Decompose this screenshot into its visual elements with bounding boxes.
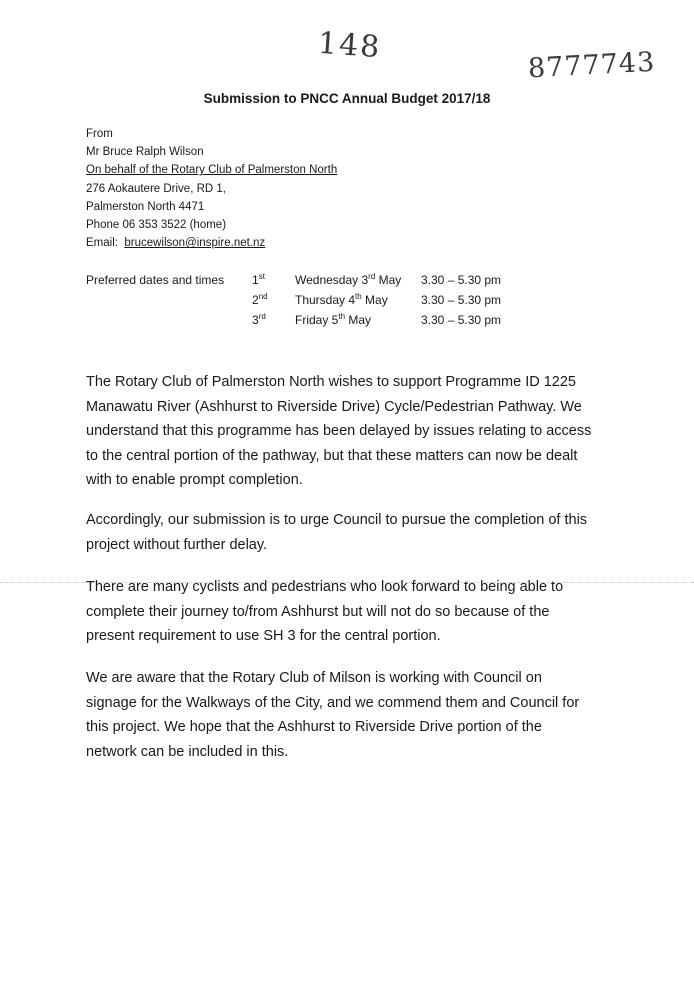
- paragraph-line: project without further delay.: [86, 536, 268, 553]
- document-title: Submission to PNCC Annual Budget 2017/18: [203, 91, 491, 106]
- paragraph-line: to the central portion of the pathway, but that these matters can now be dealt: [86, 447, 578, 464]
- paragraph-cyclists: [86, 575, 626, 649]
- paragraph-support: [86, 370, 626, 493]
- paragraph-signage: [86, 666, 626, 764]
- sender-behalf: On behalf of the Rotary Club of Palmerston North: [86, 164, 338, 177]
- paragraph-line: Manawatu River (Ashhurst to Riverside Drive) Cycle/Pedestrian Pathway. We: [86, 398, 582, 415]
- email-label: Email:: [86, 237, 118, 250]
- paragraph-line: understand that this programme has been delayed by issues relating to access: [86, 423, 592, 439]
- email-line: [86, 234, 337, 252]
- date-time: 3.30 – 5.30 pm: [421, 293, 502, 307]
- date-day: Wednesday 3rd May: [295, 272, 402, 287]
- paragraph-line: signage for the Walkways of the City, and we commend them and Council for: [86, 694, 580, 711]
- date-ordinal: 2nd: [252, 292, 268, 307]
- address-line-2: Palmerston North 4471: [86, 200, 205, 213]
- sender-name: Mr Bruce Ralph Wilson: [86, 146, 204, 159]
- address-line-1: 276 Aokautere Drive, RD 1,: [86, 182, 226, 195]
- sender-block: [86, 125, 337, 252]
- paragraph-request: [86, 508, 626, 557]
- paragraph-line: with to enable prompt completion.: [86, 472, 303, 488]
- paragraph-line: The Rotary Club of Palmerston North wishes to support Programme ID 1225: [86, 374, 576, 390]
- handwritten-page-number: 148: [316, 25, 383, 66]
- date-day: Friday 5th May: [295, 312, 372, 327]
- from-label: From: [86, 128, 113, 140]
- paragraph-line: We are aware that the Rotary Club of Milson is working with Council on: [86, 670, 542, 686]
- paragraph-line: present requirement to use SH 3 for the central portion.: [86, 628, 441, 644]
- phone: Phone 06 353 3522 (home): [86, 219, 227, 232]
- preferred-dates-label: Preferred dates and times: [86, 273, 225, 287]
- date-time: 3.30 – 5.30 pm: [421, 313, 502, 327]
- paragraph-line: complete their journey to/from Ashhurst but will not do so because of the: [86, 603, 550, 620]
- email-link[interactable]: brucewilson@inspire.net.nz: [124, 237, 266, 250]
- date-ordinal: 3rd: [252, 312, 266, 327]
- date-day: Thursday 4th May: [295, 292, 388, 307]
- paragraph-line: There are many cyclists and pedestrians who look forward to being able to: [86, 579, 564, 595]
- handwritten-reference-number: 8777743: [527, 46, 656, 85]
- paragraph-line: this project. We hope that the Ashhurst to Riverside Drive portion of the: [86, 719, 542, 735]
- date-time: 3.30 – 5.30 pm: [421, 273, 502, 287]
- paragraph-line: network can be included in this.: [86, 743, 289, 760]
- date-ordinal: 1st: [252, 272, 265, 287]
- paragraph-line: Accordingly, our submission is to urge Council to pursue the completion of this: [86, 512, 588, 528]
